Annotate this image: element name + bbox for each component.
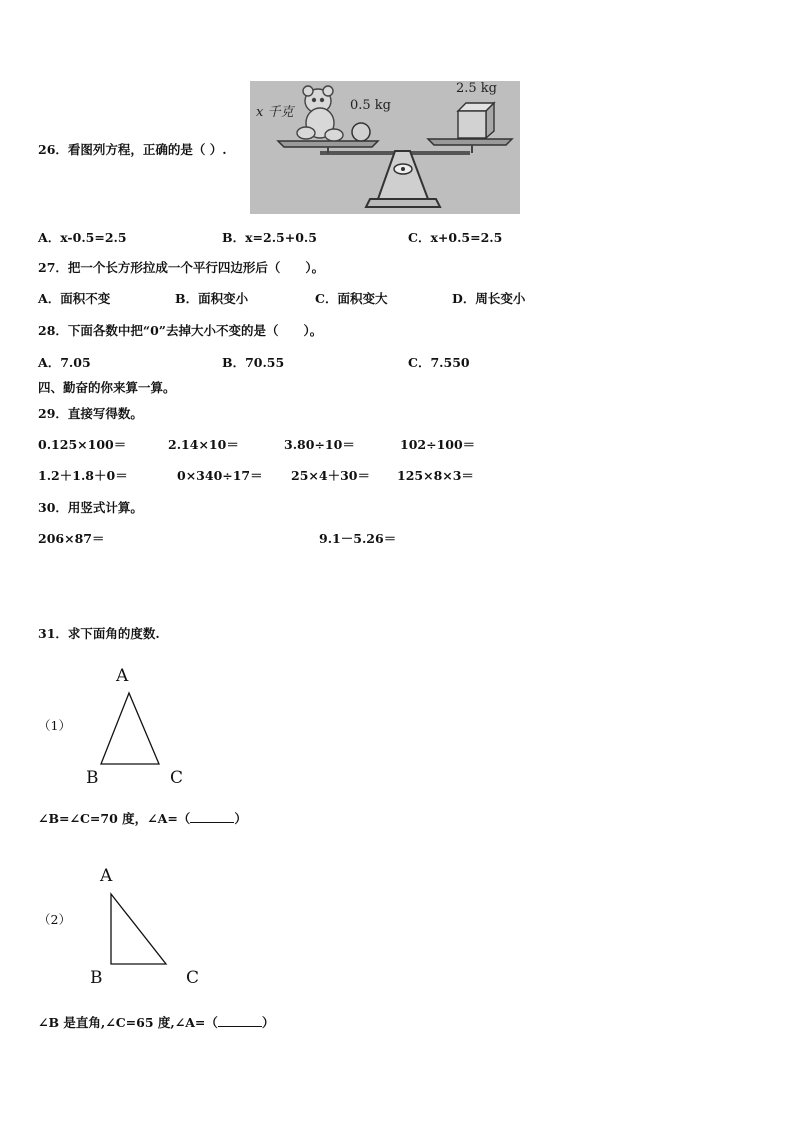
q29-item: 102÷100＝ (400, 437, 476, 452)
vertex-label-b: B (86, 768, 99, 788)
q30-item: 9.1－5.26＝ (319, 531, 397, 546)
ball-shape (352, 123, 370, 141)
q31-part1-text: ∠B=∠C=70 度，∠A=（ (38, 811, 191, 826)
q29-item: 125×8×3＝ (397, 468, 474, 483)
q29-stem: 29．直接写得数。 (38, 406, 143, 421)
q26-stem: 26．看图列方程，正确的是（ ）. (38, 142, 227, 157)
q28-option-a[interactable]: A．7.05 (38, 355, 91, 370)
answer-blank[interactable] (218, 1014, 262, 1027)
section-heading: 四、勤奋的你来算一算。 (38, 380, 176, 395)
box-weight-label: 2.5 kg (456, 81, 498, 96)
q31-part2-number: （2） (38, 912, 71, 927)
q31-part2-close: ） (261, 1015, 275, 1030)
q29-item: 2.14×10＝ (168, 437, 239, 452)
vertex-label-b: B (90, 968, 103, 988)
vertex-label-a: A (116, 666, 129, 686)
answer-blank[interactable] (190, 810, 234, 823)
q29-item: 0.125×100＝ (38, 437, 127, 452)
q28-option-b[interactable]: B．70.55 (222, 355, 285, 370)
q27-option-b[interactable]: B．面积变小 (175, 291, 249, 306)
q31-part2-text: ∠B 是直角,∠C=65 度,∠A=（ (38, 1015, 218, 1030)
q31-part1-number: （1） (38, 718, 71, 733)
q30-item: 206×87＝ (38, 531, 105, 546)
q28-stem: 28．下面各数中把“0”去掉大小不变的是（ ）。 (38, 323, 323, 338)
q31-part1-question (38, 810, 247, 827)
q31-stem: 31．求下面角的度数. (38, 626, 160, 641)
q26-option-a[interactable]: A．x-0.5=2.5 (38, 230, 127, 245)
q31-part1-close: ） (234, 811, 247, 826)
q29-item: 1.2＋1.8＋0＝ (38, 468, 128, 483)
isosceles-triangle (96, 690, 166, 770)
q26-option-b[interactable]: B．x=2.5+0.5 (222, 230, 317, 245)
q31-part2-question (38, 1014, 274, 1031)
q26-option-c[interactable]: C．x+0.5=2.5 (408, 230, 503, 245)
right-triangle (105, 890, 175, 970)
ball-weight-label: 0.5 kg (350, 98, 392, 113)
box-shape (458, 103, 494, 138)
q27-stem: 27．把一个长方形拉成一个平行四边形后（ ）。 (38, 260, 325, 275)
q28-option-c[interactable]: C．7.550 (408, 355, 470, 370)
balance-scale-image (250, 81, 520, 214)
vertex-label-c: C (170, 768, 184, 788)
q29-item: 0×340÷17＝ (177, 468, 263, 483)
vertex-label-c: C (186, 968, 200, 988)
q27-option-c[interactable]: C．面积变大 (315, 291, 388, 306)
q29-item: 25×4＋30＝ (291, 468, 370, 483)
vertex-label-a: A (100, 866, 113, 886)
q30-stem: 30．用竖式计算。 (38, 500, 143, 515)
q27-option-a[interactable]: A．面积不变 (38, 291, 111, 306)
x-weight-label: x 千克 (256, 105, 294, 120)
q27-option-d[interactable]: D．周长变小 (452, 291, 526, 306)
q29-item: 3.80÷10＝ (284, 437, 355, 452)
